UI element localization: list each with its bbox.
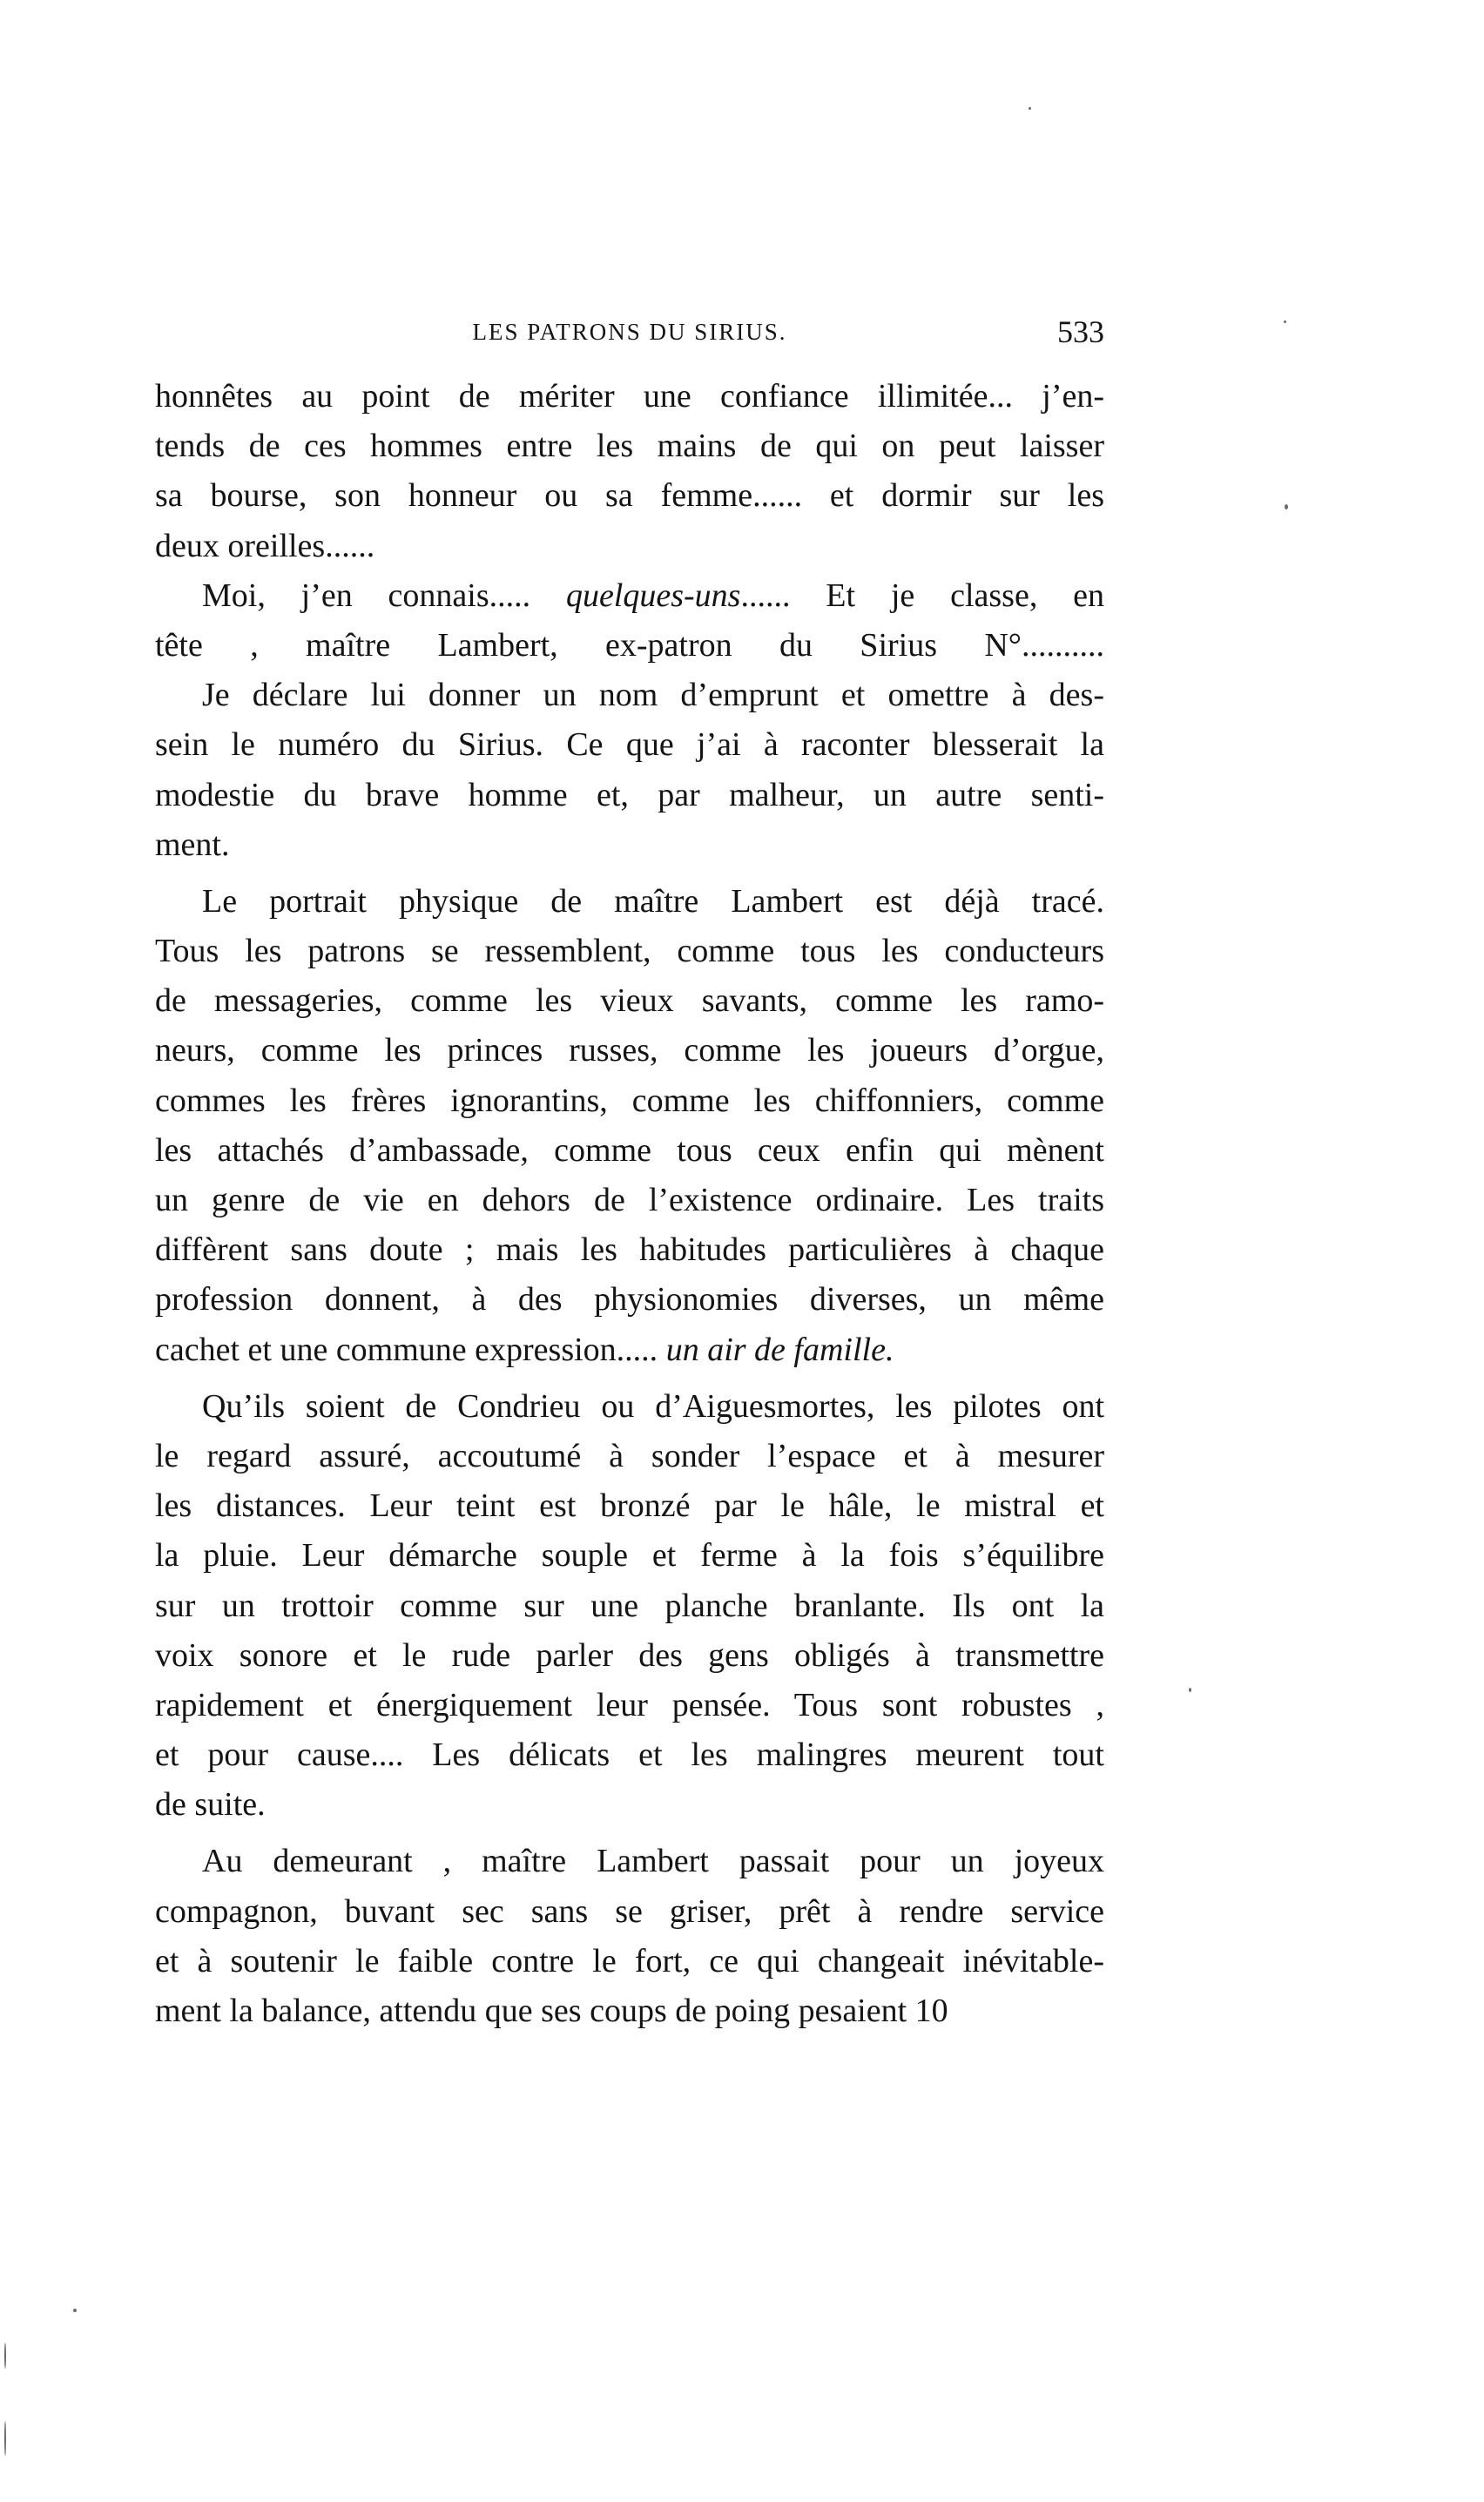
scan-speck xyxy=(4,2421,6,2456)
text-line xyxy=(155,720,1104,770)
text-line xyxy=(155,1887,1104,1937)
text-line xyxy=(155,1076,1104,1126)
italic-text: un air de famille. xyxy=(665,1331,894,1368)
text-line xyxy=(155,1275,1104,1325)
text-segment: les distances. Leur teint est bronzé par le hâle, le mistral et xyxy=(155,1487,1104,1525)
text-segment: ...... Et je classe, en xyxy=(740,577,1104,614)
scan-speck xyxy=(1284,320,1286,323)
text-line xyxy=(155,1382,1104,1432)
text-line xyxy=(155,771,1104,820)
text-segment: rapidement et énergiquement leur pensée. Tous sont robustes , xyxy=(155,1686,1104,1723)
text-segment: sein le numéro du Sirius. Ce que j’ai à raconter blesserait la xyxy=(155,726,1104,764)
text-line xyxy=(155,1986,1104,2036)
text-segment: commes les frères ignorantins, comme les chiffonniers, comme xyxy=(155,1082,1104,1119)
text-segment: Moi, j’en connais..... xyxy=(202,577,566,614)
text-segment: de suite. xyxy=(155,1786,266,1824)
page-header xyxy=(155,314,1104,362)
text-line xyxy=(155,820,1104,870)
text-line xyxy=(155,421,1104,471)
text-segment: Je déclare lui donner un nom d’emprunt et omettre à des- xyxy=(202,677,1104,714)
text-line xyxy=(155,976,1104,1026)
text-segment: tends de ces hommes entre les mains de qui on peut laisser xyxy=(155,428,1104,465)
body-text xyxy=(155,372,1104,2036)
scan-speck xyxy=(1189,1688,1191,1692)
text-line xyxy=(155,1481,1104,1531)
text-line xyxy=(155,1837,1104,1886)
text-segment: un genre de vie en dehors de l’existence ordinaire. Les traits xyxy=(155,1182,1104,1218)
scan-speck xyxy=(1029,107,1031,110)
text-line xyxy=(155,1026,1104,1076)
text-line xyxy=(155,471,1104,521)
text-segment: et à soutenir le faible contre le fort, ce qui changeait inévitable- xyxy=(155,1942,1104,1979)
text-segment: voix sonore et le rude parler des gens obligés à transmettre xyxy=(155,1636,1104,1674)
text-line xyxy=(155,1581,1104,1631)
text-line xyxy=(155,1176,1104,1225)
page-number: 533 xyxy=(1057,314,1104,349)
text-segment: neurs, comme les princes russes, comme les joueurs d’orgue, xyxy=(155,1032,1104,1069)
scan-speck xyxy=(4,2343,6,2369)
text-segment: diffèrent sans doute ; mais les habitudes particulières à chaque xyxy=(155,1231,1104,1269)
scan-speck xyxy=(73,2309,77,2312)
text-segment: Au demeurant , maître Lambert passait pour un joyeux xyxy=(202,1843,1104,1880)
text-line xyxy=(155,571,1104,621)
running-head: LES PATRONS DU SIRIUS. xyxy=(472,319,787,345)
text-segment: Le portrait physique de maître Lambert est déjà tracé. xyxy=(202,882,1104,920)
text-line xyxy=(155,621,1104,671)
text-line xyxy=(155,1225,1104,1275)
text-segment: ment la balance, attendu que ses coups de poing pesaient 10 xyxy=(155,1993,948,2029)
text-line xyxy=(155,372,1104,421)
text-line xyxy=(155,1730,1104,1780)
text-segment: Tous les patrons se ressemblent, comme tous les conducteurs xyxy=(155,933,1104,970)
text-segment: le regard assuré, accoutumé à sonder l’espace et à mesurer xyxy=(155,1437,1104,1474)
text-line xyxy=(155,927,1104,976)
italic-text: quelques-uns xyxy=(565,577,741,614)
text-line xyxy=(155,1631,1104,1681)
text-segment: cachet et une commune expression..... xyxy=(155,1331,666,1368)
text-line xyxy=(155,1780,1104,1830)
text-line xyxy=(155,877,1104,927)
text-line xyxy=(155,1937,1104,1986)
text-line xyxy=(155,1126,1104,1176)
text-segment: deux oreilles...... xyxy=(155,527,375,564)
text-line xyxy=(155,1681,1104,1730)
text-segment: les attachés d’ambassade, comme tous ceux enfin qui mènent xyxy=(155,1131,1104,1169)
text-segment: modestie du brave homme et, par malheur, un autre senti- xyxy=(155,776,1104,813)
text-line xyxy=(155,671,1104,720)
text-line xyxy=(155,1531,1104,1581)
text-segment: ment. xyxy=(155,826,230,863)
text-line xyxy=(155,1325,1104,1375)
text-segment: la pluie. Leur démarche souple et ferme à la fois s’équilibre xyxy=(155,1537,1104,1575)
text-segment: tête , maître Lambert, ex-patron du Sirius N°.......... xyxy=(155,626,1104,664)
scan-speck xyxy=(1285,504,1288,509)
text-segment: sur un trottoir comme sur une planche branlante. Ils ont la xyxy=(155,1587,1104,1624)
text-segment: sa bourse, son honneur ou sa femme...... et dormir sur les xyxy=(155,477,1104,515)
text-line xyxy=(155,522,1104,571)
text-segment: honnêtes au point de mériter une confiance illimitée... j’en- xyxy=(155,378,1104,415)
text-segment: compagnon, buvant sec sans se griser, prêt à rendre service xyxy=(155,1892,1104,1930)
text-segment: Qu’ils soient de Condrieu ou d’Aiguesmortes, les pilotes ont xyxy=(202,1387,1104,1425)
text-segment: profession donnent, à des physionomies diverses, un même xyxy=(155,1281,1104,1318)
text-segment: de messageries, comme les vieux savants, comme les ramo- xyxy=(155,982,1104,1020)
text-line xyxy=(155,1432,1104,1481)
text-segment: et pour cause.... Les délicats et les malingres meurent tout xyxy=(155,1737,1104,1774)
